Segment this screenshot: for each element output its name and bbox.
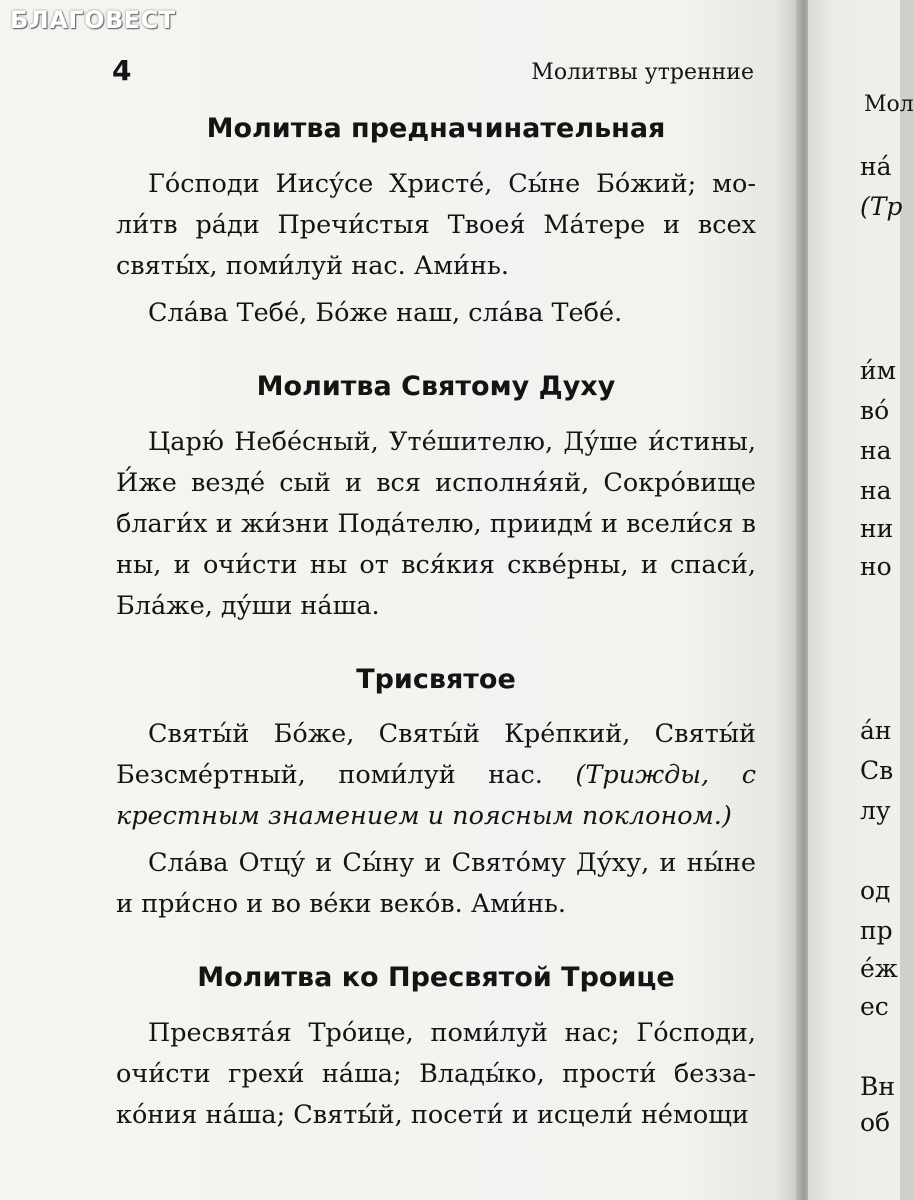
- page-number: 4: [112, 54, 132, 87]
- right-fragment: лу: [860, 796, 891, 825]
- section-title: Молитва Святому Духу: [256, 370, 616, 402]
- right-fragment: и́м: [860, 356, 897, 385]
- rubric-note: (Трижды, с крестным знамением и поясным поклоном.): [116, 760, 756, 832]
- prayer-paragraph: Сла́ва Тебе́, Бо́же наш, сла́ва Тебе́.: [148, 297, 623, 328]
- section-title: Молитва предначинательная: [206, 113, 666, 144]
- right-fragment: на: [860, 476, 892, 505]
- prayer-paragraph: [116, 714, 756, 837]
- right-fragment: ни: [860, 514, 894, 543]
- right-fragment: ес: [860, 992, 889, 1021]
- prayer-paragraph: Го́споди Иису́се Христе́, Сы́не Бо́жий; моли́тв ра́ди Пречи́стыя Твоея́ Ма́тере и всех святы́х, поми́луй нас. Ами́нь.: [116, 168, 756, 281]
- right-fragment: Вн: [860, 1072, 896, 1101]
- right-page: [808, 0, 914, 1200]
- right-fragment: на: [860, 436, 892, 465]
- right-fragment: Св: [860, 756, 894, 785]
- section-holy-spirit-prayer: [116, 370, 756, 627]
- right-fragment: пр: [860, 916, 893, 945]
- prayer-paragraph: Царю́ Небе́сный, Уте́шителю, Ду́ше и́стины, И́же везде́ сый и вся исполня́яй, Сокро́вище благи́х и жи́зни Пода́телю, приидм́ и всели́ся в ны, и очи́сти ны от вся́кия скве́рны, и спаси́, Бла́же, ду́ши на́ша.: [116, 426, 756, 621]
- right-fragment: на́: [860, 152, 892, 181]
- right-fragment: об: [860, 1108, 891, 1137]
- prayer-text: Святы́й Бо́же, Святы́й Кре́пкий, Святы́й Безсме́ртный, поми́луй нас.: [116, 719, 756, 791]
- right-fragment: од: [860, 876, 891, 905]
- section-title: Трисвятое: [356, 663, 516, 695]
- right-fragment: но: [860, 552, 892, 581]
- prayer-paragraph: Сла́ва Отцу́ и Сы́ну и Свято́му Ду́ху, и ны́не и при́сно и во ве́ки веко́в. Ами́нь.: [116, 848, 756, 920]
- section-opening-prayer: [116, 112, 756, 334]
- store-watermark: БЛАГОВЕСТ: [10, 6, 176, 34]
- prayer-paragraph: Пресвята́я Тро́ице, поми́луй нас; Го́споди, очи́сти грехи́ на́ша; Влады́ко, прости́ беззако́ния на́ша; Святы́й, посети́ и исцели́ не́мощи: [116, 1018, 756, 1130]
- right-fragment: е́ж: [860, 954, 898, 983]
- section-trisagion: [116, 663, 756, 926]
- section-trinity-prayer: [116, 961, 756, 1136]
- right-fragment: во́: [860, 396, 890, 425]
- right-fragment: (Тр: [860, 192, 903, 221]
- right-running-head: Мол: [864, 92, 914, 117]
- section-title: Молитва ко Пресвятой Троице: [197, 962, 675, 994]
- page-content: [116, 112, 756, 1142]
- running-head: Молитвы утренние: [531, 60, 754, 85]
- right-fragment: а́н: [860, 716, 892, 745]
